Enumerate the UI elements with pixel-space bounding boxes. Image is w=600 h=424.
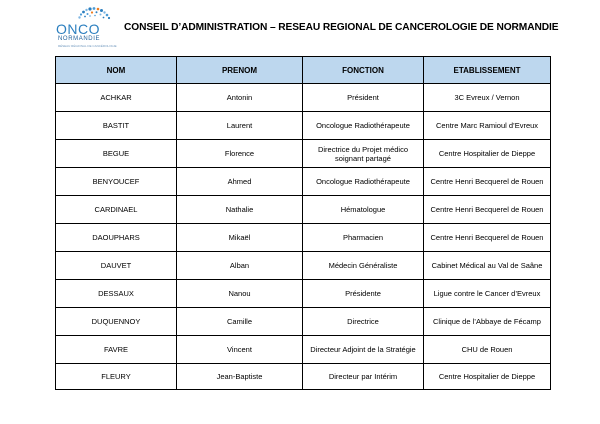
- table-row: [56, 84, 551, 112]
- cell-etablissement: Centre Hospitalier de Dieppe: [424, 364, 551, 390]
- cell-etablissement: Ligue contre le Cancer d’Evreux: [424, 280, 551, 308]
- cell-prenom: Mikaël: [177, 224, 303, 252]
- table-row: [56, 336, 551, 364]
- column-header-prenom: PRENOM: [177, 57, 303, 84]
- table-row: [56, 364, 551, 390]
- logo-onco-text: ONCO: [56, 21, 100, 37]
- cell-prenom: Florence: [177, 140, 303, 168]
- board-members-table: [55, 56, 551, 390]
- cell-etablissement: Centre Henri Becquerel de Rouen: [424, 224, 551, 252]
- cell-prenom: Antonin: [177, 84, 303, 112]
- column-header-fonction: FONCTION: [303, 57, 424, 84]
- cell-fonction: Directeur Adjoint de la Stratégie: [303, 336, 424, 364]
- cell-fonction: Directrice: [303, 308, 424, 336]
- cell-nom: DAOUPHARS: [56, 224, 177, 252]
- cell-fonction: Médecin Généraliste: [303, 252, 424, 280]
- cell-nom: FAVRE: [56, 336, 177, 364]
- cell-fonction: Hématologue: [303, 196, 424, 224]
- cell-nom: BEGUE: [56, 140, 177, 168]
- cell-prenom: Vincent: [177, 336, 303, 364]
- table-row: [56, 168, 551, 196]
- column-header-nom: NOM: [56, 57, 177, 84]
- table-row: [56, 308, 551, 336]
- cell-fonction: Directrice du Projet médico soignant partagé: [303, 140, 424, 168]
- cell-etablissement: Clinique de l’Abbaye de Fécamp: [424, 308, 551, 336]
- cell-nom: CARDINAEL: [56, 196, 177, 224]
- cell-etablissement: Centre Hospitalier de Dieppe: [424, 140, 551, 168]
- cell-fonction: Pharmacien: [303, 224, 424, 252]
- table-row: [56, 112, 551, 140]
- table-header-row: [56, 57, 551, 84]
- cell-nom: DAUVET: [56, 252, 177, 280]
- cell-fonction: Oncologue Radiothérapeute: [303, 112, 424, 140]
- cell-prenom: Ahmed: [177, 168, 303, 196]
- table-row: [56, 252, 551, 280]
- cell-prenom: Alban: [177, 252, 303, 280]
- cell-prenom: Nanou: [177, 280, 303, 308]
- cell-nom: BASTIT: [56, 112, 177, 140]
- onco-normandie-logo: [56, 6, 124, 50]
- cell-prenom: Camille: [177, 308, 303, 336]
- cell-nom: ACHKAR: [56, 84, 177, 112]
- cell-prenom: Laurent: [177, 112, 303, 140]
- logo-region-text: NORMANDIE: [58, 36, 101, 42]
- table-row: [56, 140, 551, 168]
- cell-nom: BENYOUCEF: [56, 168, 177, 196]
- column-header-etablissement: ETABLISSEMENT: [424, 57, 551, 84]
- cell-prenom: Jean-Baptiste: [177, 364, 303, 390]
- table-row: [56, 196, 551, 224]
- cell-etablissement: Centre Henri Becquerel de Rouen: [424, 196, 551, 224]
- cell-etablissement: Centre Henri Becquerel de Rouen: [424, 168, 551, 196]
- cell-nom: FLEURY: [56, 364, 177, 390]
- cell-fonction: Directeur par Intérim: [303, 364, 424, 390]
- cell-etablissement: CHU de Rouen: [424, 336, 551, 364]
- cell-nom: DESSAUX: [56, 280, 177, 308]
- logo-tagline: RÉSEAU RÉGIONAL DE CANCÉROLOGIE: [58, 44, 117, 48]
- cell-etablissement: Cabinet Médical au Val de Saâne: [424, 252, 551, 280]
- document-header: [56, 6, 576, 50]
- cell-etablissement: Centre Marc Ramioul d’Evreux: [424, 112, 551, 140]
- cell-fonction: Président: [303, 84, 424, 112]
- page-title: CONSEIL D’ADMINISTRATION – RESEAU REGIONAL DE CANCEROLOGIE DE NORMANDIE: [124, 22, 559, 33]
- cell-nom: DUQUENNOY: [56, 308, 177, 336]
- table-row: [56, 224, 551, 252]
- table-row: [56, 280, 551, 308]
- cell-prenom: Nathalie: [177, 196, 303, 224]
- cell-etablissement: 3C Evreux / Vernon: [424, 84, 551, 112]
- cell-fonction: Présidente: [303, 280, 424, 308]
- cell-fonction: Oncologue Radiothérapeute: [303, 168, 424, 196]
